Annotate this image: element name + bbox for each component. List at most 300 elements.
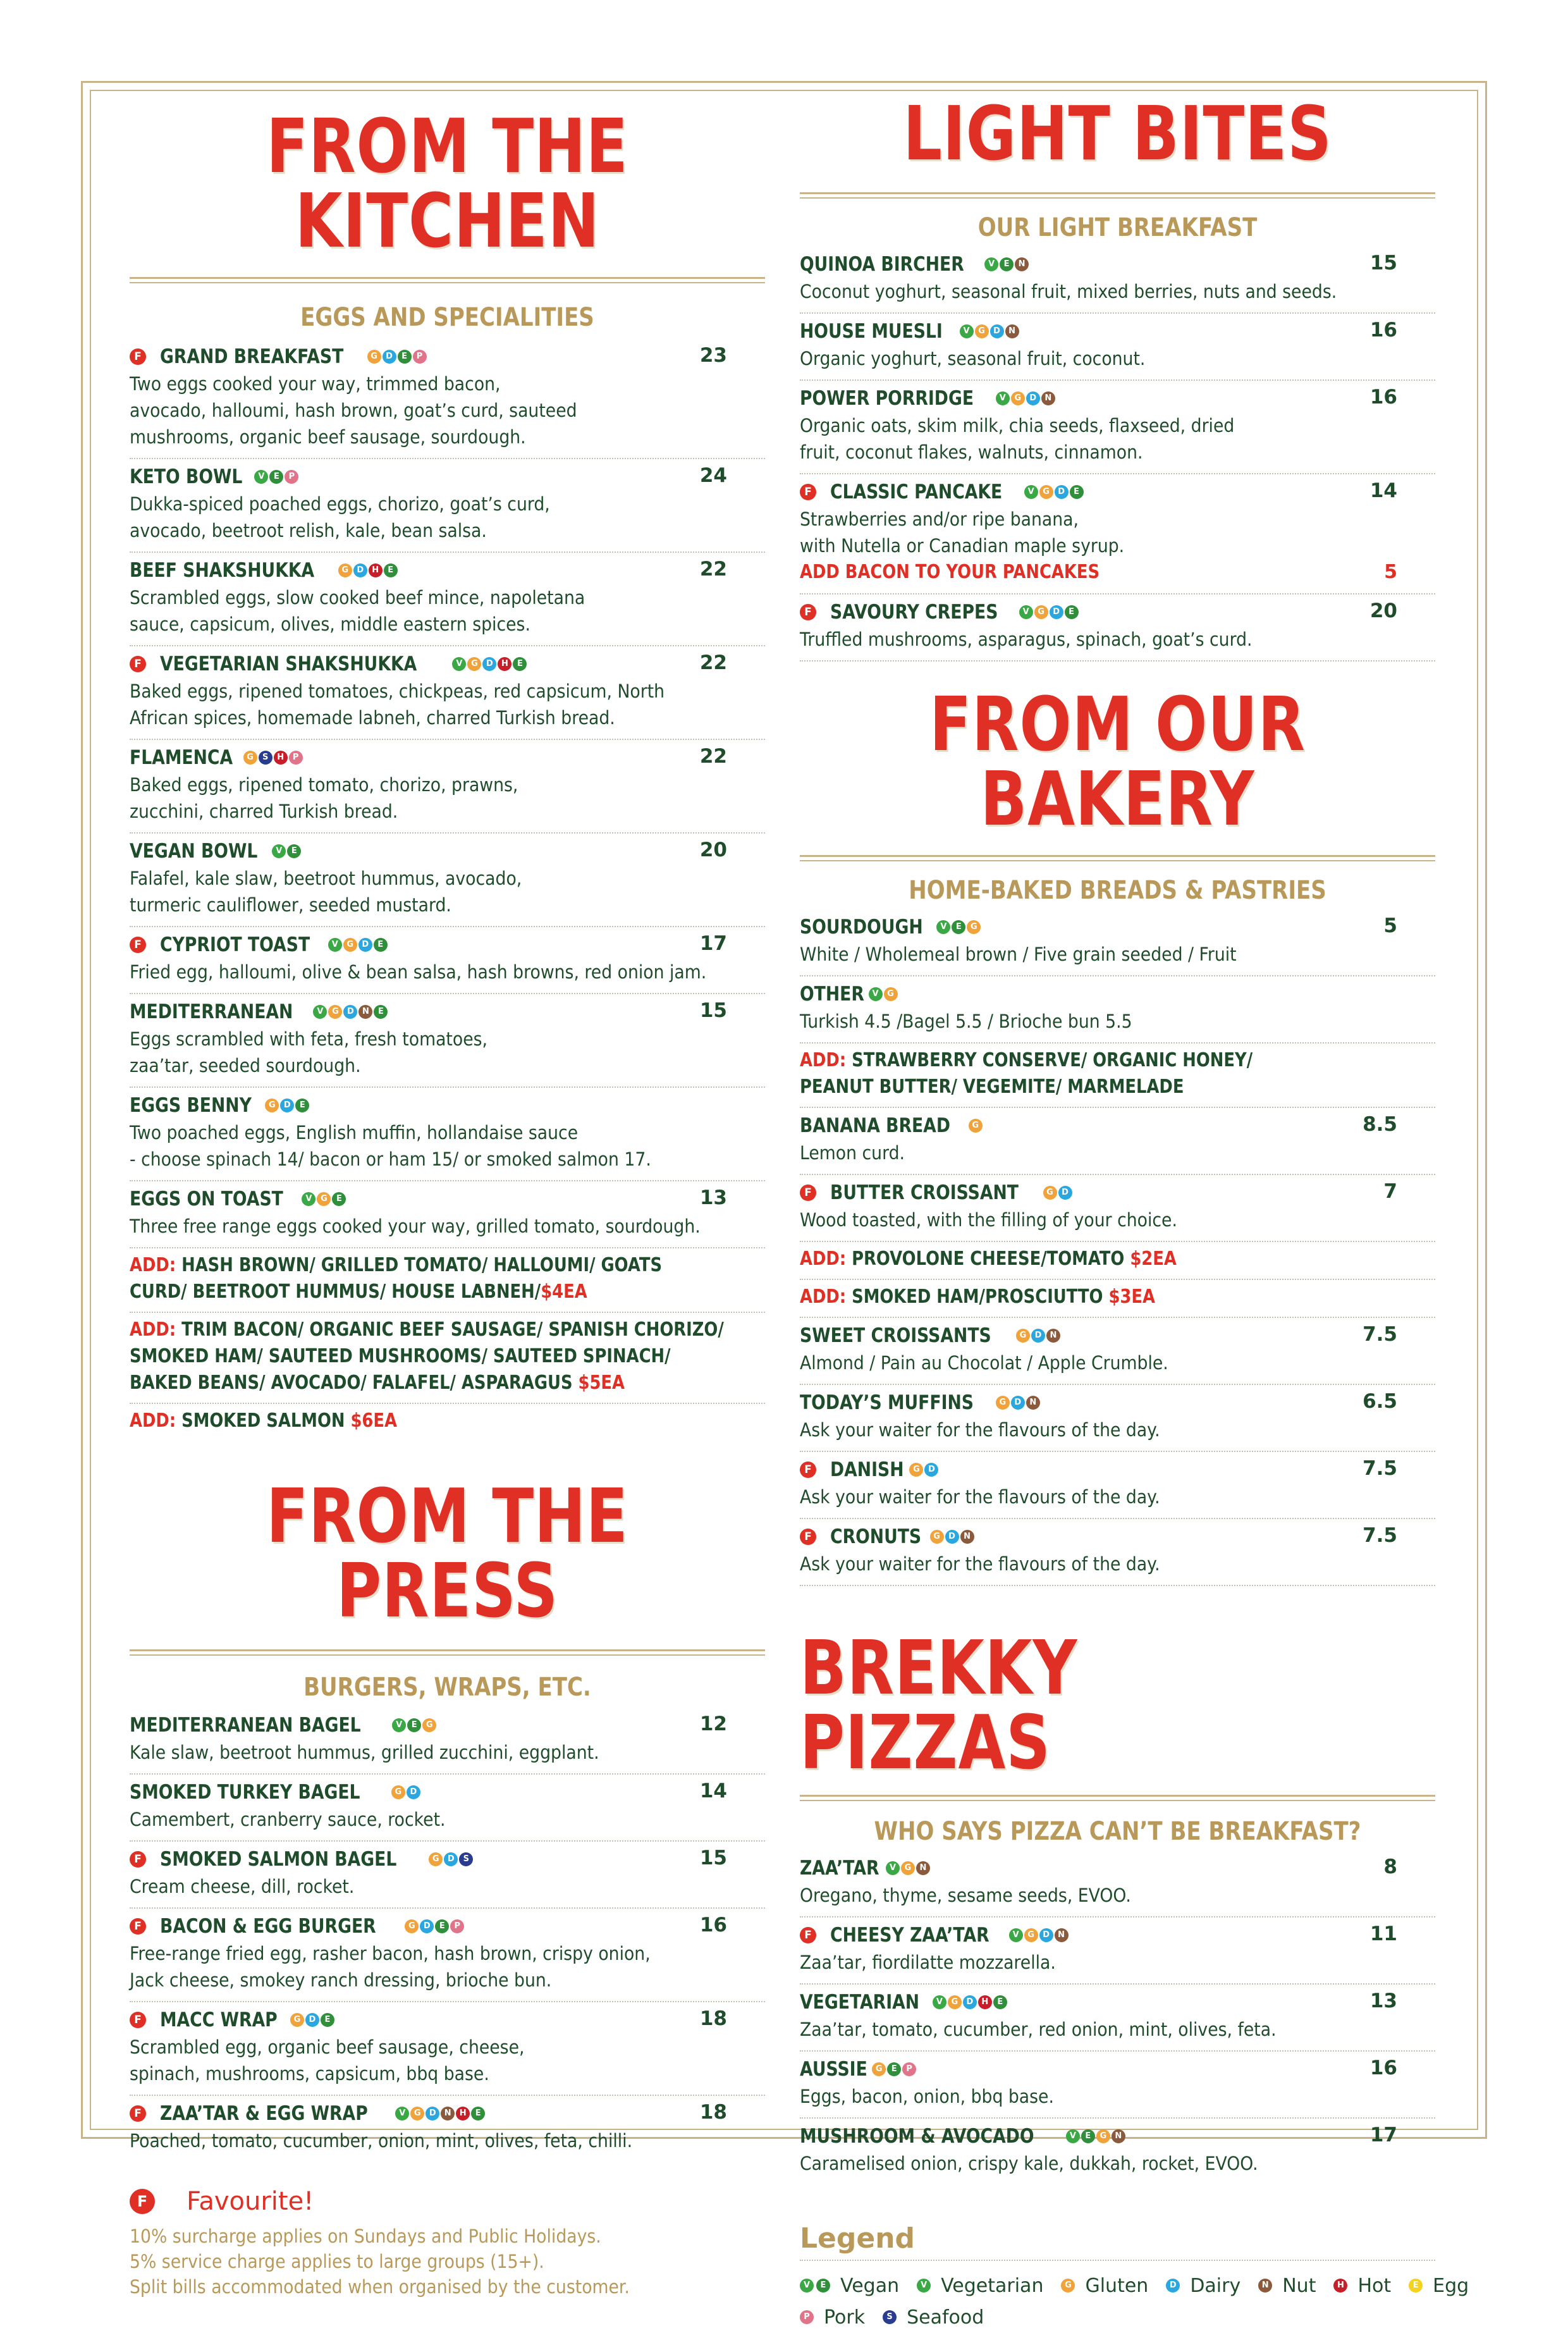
- menu-item-description: Eggs scrambled with feta, fresh tomatoes, zaa’tar, seeded sourdough.: [130, 1028, 488, 1076]
- legend-label: Egg: [1433, 2274, 1469, 2297]
- menu-item-description: Coconut yoghurt, seasonal fruit, mixed berries, nuts and seeds.: [800, 281, 1337, 302]
- menu-item-price: 15: [699, 1847, 727, 1869]
- menu-item-header: [800, 1112, 1435, 1140]
- menu-item-description: Almond / Pain au Chocolat / Apple Crumble.: [800, 1352, 1168, 1374]
- menu-item-header: [130, 998, 765, 1026]
- dairy-icon: D: [1055, 485, 1069, 499]
- vegan-e-icon: E: [887, 2062, 901, 2076]
- diet-tags: [933, 1995, 1008, 2009]
- bakery-items: [800, 909, 1435, 1043]
- vegetarian-icon: V: [328, 938, 342, 952]
- vegan-e-icon: E: [332, 1192, 346, 1206]
- gluten-icon: G: [1043, 1186, 1057, 1200]
- menu-item-description: Ask your waiter for the flavours of the day.: [800, 1419, 1160, 1441]
- vegetarian-icon: V: [984, 257, 998, 271]
- add-on-line: [800, 1043, 1435, 1108]
- nut-icon: N: [1258, 2279, 1272, 2293]
- menu-item-description: Camembert, cranberry sauce, rocket.: [130, 1809, 446, 1830]
- menu-item: [130, 1708, 765, 1775]
- gluten-icon: G: [1016, 1329, 1030, 1343]
- dairy-icon: D: [353, 563, 367, 577]
- menu-item-header: [800, 1921, 1435, 1949]
- menu-item-price: 23: [699, 344, 727, 367]
- nut-icon: N: [1055, 1928, 1069, 1942]
- diet-tags: [338, 563, 399, 577]
- menu-item: [800, 314, 1435, 381]
- dairy-icon: D: [383, 350, 396, 364]
- gluten-icon: G: [391, 1785, 405, 1799]
- legend-entry: [1409, 2275, 1469, 2297]
- legend-entry: [883, 2306, 984, 2329]
- legend-entry: [800, 2306, 865, 2329]
- favourite-icon: F: [800, 1185, 816, 1201]
- gluten-icon: G: [1024, 1928, 1038, 1942]
- pork-icon: P: [413, 350, 427, 364]
- menu-item-name: MACC WRAP: [160, 2009, 278, 2031]
- menu-item-header: [800, 385, 1435, 412]
- diet-tags: [1019, 605, 1080, 619]
- diet-tags: [869, 987, 899, 1001]
- menu-item-name: POWER PORRIDGE: [800, 387, 974, 410]
- dairy-icon: D: [426, 2107, 439, 2121]
- gluten-icon: G: [243, 751, 257, 765]
- menu-item-price: 8.5: [1363, 1113, 1397, 1136]
- menu-item-name: ZAA’TAR & EGG WRAP: [160, 2102, 368, 2125]
- nut-icon: N: [1046, 1329, 1060, 1343]
- menu-item-header: [800, 1456, 1435, 1484]
- menu-item: [130, 553, 765, 646]
- kitchen-addons: [130, 1248, 765, 1441]
- pork-icon: P: [800, 2310, 814, 2324]
- menu-item-description: Baked eggs, ripened tomato, chorizo, prawns, zucchini, charred Turkish bread.: [130, 774, 518, 822]
- menu-item-name: CHEESY ZAA’TAR: [830, 1924, 989, 1947]
- bakery-addon: [800, 1242, 1435, 1280]
- legend-entry: [1061, 2275, 1148, 2297]
- vegan-e-icon: E: [471, 2107, 485, 2121]
- menu-item: [800, 2119, 1435, 2184]
- menu-item-name: QUINOA BIRCHER: [800, 253, 964, 276]
- menu-item: [800, 909, 1435, 976]
- diet-tags: [1024, 485, 1085, 499]
- menu-item: [130, 927, 765, 994]
- legend-row: [800, 2301, 1435, 2333]
- menu-item-header: [130, 744, 765, 772]
- menu-item-header: [130, 1185, 765, 1213]
- note-line: 5% service charge applies to large groups (15+).: [130, 2251, 544, 2272]
- legend-entry: [1166, 2275, 1240, 2297]
- vegan-e-icon: E: [287, 844, 301, 858]
- menu-item-price: 16: [1369, 386, 1397, 409]
- menu-item-description: Free-range fried egg, rasher bacon, hash brown, crispy onion, Jack cheese, smokey ranch dressing, brioche bun.: [130, 1943, 651, 1991]
- pizzas-title: BREKKY PIZZAS: [800, 1624, 1078, 1786]
- menu-item: [130, 339, 765, 459]
- menu-item-header: [130, 1092, 765, 1119]
- vegan-e-icon: E: [269, 470, 283, 484]
- dairy-icon: D: [1058, 1186, 1072, 1200]
- gluten-icon: G: [467, 657, 481, 671]
- favourite-icon: F: [130, 2189, 155, 2214]
- add-on-text: HASH BROWN/ GRILLED TOMATO/ HALLOUMI/ GOATS CURD/ BEETROOT HUMMUS/ HOUSE LABNEH/: [130, 1254, 663, 1303]
- menu-item-header: [800, 1523, 1435, 1551]
- vegetarian-icon: V: [1009, 1928, 1023, 1942]
- menu-item-price: 13: [699, 1186, 727, 1209]
- divider: [800, 1795, 1435, 1801]
- favourite-icon: F: [130, 1851, 146, 1868]
- menu-item-description: Kale slaw, beetroot hummus, grilled zucchini, eggplant.: [130, 1742, 599, 1763]
- dairy-icon: D: [358, 938, 372, 952]
- menu-item: [130, 1775, 765, 1842]
- vegan-e-icon: E: [816, 2279, 830, 2293]
- add-on-line: [800, 1242, 1435, 1280]
- menu-item-name: FLAMENCA: [130, 746, 233, 769]
- hot-icon: H: [456, 2107, 470, 2121]
- menu-item-description: Wood toasted, with the filling of your choice.: [800, 1209, 1177, 1231]
- menu-item-description: Fried egg, halloumi, olive & bean salsa, hash browns, red onion jam.: [130, 961, 707, 983]
- diet-tags: [328, 938, 389, 952]
- menu-item-price: 7.5: [1363, 1457, 1397, 1480]
- add-on-content: [130, 1408, 755, 1434]
- dairy-icon: D: [924, 1463, 938, 1477]
- menu-item-header: [800, 478, 1435, 506]
- nut-icon: N: [1026, 1396, 1040, 1410]
- add-on-text: STRAWBERRY CONSERVE/ ORGANIC HONEY/ PEANUT BUTTER/ VEGEMITE/ MARMELADE: [800, 1049, 1253, 1098]
- gluten-icon: G: [1039, 485, 1053, 499]
- hot-icon: H: [1333, 2279, 1347, 2293]
- diet-tags: [391, 1785, 422, 1799]
- gluten-icon: G: [328, 1005, 342, 1019]
- divider: [130, 277, 765, 283]
- favourite-icon: F: [800, 1529, 816, 1545]
- menu-item-header: [800, 2122, 1435, 2150]
- menu-item-name: SOURDOUGH: [800, 916, 923, 939]
- favourite-icon: F: [130, 937, 146, 953]
- diet-tags: [290, 2013, 336, 2027]
- legend-label: Vegan: [840, 2274, 900, 2297]
- gluten-icon: G: [265, 1099, 279, 1112]
- bakery-subtitle: HOME-BAKED BREADS & PASTRIES: [909, 876, 1326, 905]
- menu-item-name: VEGETARIAN: [800, 1991, 920, 2014]
- menu-item-price: 18: [699, 2101, 727, 2124]
- menu-item-price: 8: [1383, 1856, 1397, 1878]
- gluten-icon: G: [901, 1861, 915, 1875]
- menu-item-description: Ask your waiter for the flavours of the day.: [800, 1553, 1160, 1575]
- press-items: [130, 1708, 765, 2162]
- menu-item-description: Cream cheese, dill, rocket.: [130, 1876, 355, 1897]
- menu-item-description: Zaa’tar, tomato, cucumber, red onion, mint, olives, feta.: [800, 2019, 1277, 2040]
- menu-item-description: Two poached eggs, English muffin, hollandaise sauce - choose spinach 14/ bacon or ham 15/ or smoked salmon 17.: [130, 1122, 651, 1170]
- add-on-content: [800, 1246, 1425, 1272]
- add-on-content: [130, 1252, 755, 1305]
- diet-tags: [313, 1005, 389, 1019]
- light-title: LIGHT BITES: [903, 90, 1332, 177]
- gluten-icon: G: [975, 324, 989, 338]
- diet-tags: [243, 751, 304, 765]
- legend-row: [800, 2270, 1469, 2301]
- nut-icon: N: [960, 1530, 974, 1544]
- menu-item-name: VEGETARIAN SHAKSHUKKA: [160, 653, 417, 675]
- menu-item: [800, 594, 1435, 662]
- menu-item-price: 7.5: [1363, 1524, 1397, 1547]
- add-on-text: PROVOLONE CHEESE/TOMATO: [846, 1248, 1130, 1270]
- menu-item-price: 22: [699, 651, 727, 674]
- gluten-icon: G: [367, 350, 381, 364]
- gluten-icon: G: [909, 1463, 923, 1477]
- diet-tags: [996, 1396, 1041, 1410]
- gluten-icon: G: [930, 1530, 944, 1544]
- menu-item: [800, 1175, 1435, 1242]
- pork-icon: P: [285, 470, 298, 484]
- add-on-text: SMOKED SALMON: [176, 1410, 351, 1432]
- menu-item-header: [130, 650, 765, 678]
- diet-tags: [1043, 1186, 1074, 1200]
- pork-icon: P: [289, 751, 303, 765]
- menu-item-name: BACON & EGG BURGER: [160, 1915, 376, 1938]
- diet-tags: [272, 844, 302, 858]
- diet-tags: [1016, 1329, 1062, 1343]
- menu-item: [800, 1108, 1435, 1175]
- menu-item-price: 11: [1369, 1923, 1397, 1945]
- pork-icon: P: [902, 2062, 916, 2076]
- add-on-price: $6EA: [350, 1410, 397, 1432]
- add-on-label: ADD:: [800, 1248, 847, 1270]
- light-subtitle: OUR LIGHT BREAKFAST: [977, 213, 1258, 242]
- favourite-icon: F: [130, 2105, 146, 2122]
- menu-item-name: MEDITERRANEAN: [130, 1000, 293, 1023]
- add-on-text: TRIM BACON/ ORGANIC BEEF SAUSAGE/ SPANISH CHORIZO/ SMOKED HAM/ SAUTEED MUSHROOMS/ SAUTEED SPINACH/ BAKED BEANS/ AVOCADO/ FALAFEL/ ASPARAGUS: [130, 1319, 724, 1394]
- menu-item-price: 18: [699, 2007, 727, 2030]
- press-title: FROM THE PRESS: [266, 1472, 628, 1634]
- menu-item-price: 20: [1369, 600, 1397, 622]
- menu-item-description: White / Wholemeal brown / Five grain seeded / Fruit: [800, 944, 1237, 965]
- menu-item-price: 7: [1383, 1180, 1397, 1203]
- menu-item-price: 15: [699, 999, 727, 1022]
- menu-item-description: Scrambled eggs, slow cooked beef mince, napoletana sauce, capsicum, olives, middle eastern spices.: [130, 587, 585, 635]
- diet-tags: [265, 1099, 310, 1112]
- menu-item-price: 7.5: [1363, 1323, 1397, 1346]
- menu-item-header: [130, 463, 765, 491]
- nut-icon: N: [1041, 391, 1055, 405]
- vegetarian-icon: V: [960, 324, 974, 338]
- vegan-e-icon: E: [1065, 605, 1079, 619]
- vegan-e-icon: E: [398, 350, 412, 364]
- menu-item: [130, 834, 765, 927]
- menu-item-description: Two eggs cooked your way, trimmed bacon, avocado, halloumi, hash brown, goat’s curd, sauteed mushrooms, organic beef sausage, sourdough.: [130, 373, 577, 448]
- vegan-e-icon: E: [374, 938, 388, 952]
- nut-icon: N: [1005, 324, 1019, 338]
- diet-tags: [960, 324, 1020, 338]
- gluten-icon: G: [996, 1396, 1010, 1410]
- menu-item-name: CYPRIOT TOAST: [160, 933, 310, 956]
- menu-item-name: KETO BOWL: [130, 465, 243, 488]
- bakery-items: [800, 1318, 1435, 1586]
- menu-item-header: [130, 343, 765, 371]
- dairy-icon: D: [963, 1995, 977, 2009]
- menu-item-name: CLASSIC PANCAKE: [830, 481, 1003, 503]
- menu-item-price: 17: [1369, 2124, 1397, 2146]
- vegetarian-icon: V: [1019, 605, 1033, 619]
- gluten-icon: G: [1061, 2279, 1075, 2293]
- menu-item-header: [800, 1322, 1435, 1350]
- diet-tags: [872, 2062, 917, 2076]
- menu-item: [130, 740, 765, 834]
- nut-icon: N: [358, 1005, 372, 1019]
- diet-tags: [429, 1852, 474, 1866]
- diet-tags: [1009, 1928, 1070, 1942]
- menu-item-name: AUSSIE: [800, 2058, 867, 2081]
- menu-item: [130, 1181, 765, 1248]
- vegetarian-icon: V: [272, 844, 286, 858]
- legend-label: Seafood: [907, 2306, 984, 2329]
- add-on-label: ADD:: [130, 1319, 176, 1341]
- legend-entry: [1258, 2275, 1316, 2297]
- vegan-e-icon: E: [1070, 485, 1084, 499]
- menu-item-name: EGGS BENNY: [130, 1094, 252, 1117]
- favourite-icon: F: [130, 1918, 146, 1935]
- dairy-icon: D: [305, 2013, 319, 2027]
- left-column: [130, 90, 765, 2299]
- vegetarian-icon: V: [392, 1718, 406, 1732]
- menu-item-price: 5: [1383, 914, 1397, 937]
- diet-tags: [367, 350, 428, 364]
- dairy-icon: D: [1011, 1396, 1025, 1410]
- pancake-addon-text: ADD BACON TO YOUR PANCAKES: [800, 561, 1100, 583]
- menu-item-name: SAVOURY CREPES: [830, 601, 998, 624]
- menu-item-price: 14: [699, 1780, 727, 1802]
- dairy-icon: D: [420, 1919, 434, 1933]
- divider: [800, 855, 1435, 861]
- pork-icon: P: [450, 1919, 464, 1933]
- menu-item-header: [800, 2055, 1435, 2083]
- menu-item: [800, 1452, 1435, 1519]
- dairy-icon: D: [280, 1099, 294, 1112]
- add-on-price: $2EA: [1130, 1248, 1177, 1270]
- diet-tags: [996, 391, 1057, 405]
- favourite-key: [130, 2187, 765, 2216]
- dairy-icon: D: [1166, 2279, 1180, 2293]
- add-on-label: ADD:: [130, 1254, 176, 1276]
- menu-item-description: Organic yoghurt, seasonal fruit, coconut.: [800, 348, 1146, 369]
- dairy-icon: D: [1039, 1928, 1053, 1942]
- menu-item-price: 17: [699, 932, 727, 955]
- menu-item: [130, 2002, 765, 2096]
- gluten-icon: G: [343, 938, 357, 952]
- vegetarian-icon: V: [800, 2279, 814, 2293]
- favourite-icon: F: [800, 604, 816, 620]
- menu-item-header: [800, 980, 1435, 1008]
- menu-item: [130, 646, 765, 740]
- hot-icon: H: [369, 563, 383, 577]
- seafood-icon: S: [883, 2310, 897, 2324]
- favourite-icon: F: [800, 1927, 816, 1943]
- dairy-icon: D: [1050, 605, 1063, 619]
- menu-item: [800, 1850, 1435, 1917]
- vegetarian-icon: V: [395, 2107, 409, 2121]
- vegan-e-icon: E: [513, 657, 527, 671]
- add-on-label: ADD:: [800, 1049, 847, 1071]
- gluten-icon: G: [422, 1718, 436, 1732]
- menu-item-price: 6.5: [1363, 1390, 1397, 1413]
- dairy-icon: D: [482, 657, 496, 671]
- hot-icon: H: [274, 751, 288, 765]
- footer-notes: [130, 2224, 769, 2299]
- menu-item-header: [130, 1845, 765, 1873]
- hot-icon: H: [978, 1995, 992, 2009]
- vegetarian-icon: V: [936, 920, 950, 934]
- dairy-icon: D: [990, 324, 1004, 338]
- diet-tags: [984, 257, 1030, 271]
- note-line: Split bills accommodated when organised by the customer.: [130, 2276, 630, 2298]
- add-on-line: [800, 1280, 1435, 1318]
- menu-item: [800, 381, 1435, 474]
- favourite-icon: F: [130, 656, 146, 672]
- vegan-e-icon: E: [1081, 2129, 1095, 2143]
- legend-label: Nut: [1282, 2274, 1316, 2297]
- gluten-icon: G: [429, 1852, 443, 1866]
- favourite-icon: F: [800, 1462, 816, 1478]
- bakery-items: [800, 1108, 1435, 1242]
- vegetarian-icon: V: [996, 391, 1010, 405]
- legend-label: Hot: [1357, 2274, 1392, 2297]
- add-on-line: [130, 1248, 765, 1313]
- gluten-icon: G: [872, 2062, 886, 2076]
- menu-item: [800, 1519, 1435, 1586]
- add-on-label: ADD:: [800, 1286, 847, 1308]
- vegan-e-icon: E: [993, 1995, 1007, 2009]
- menu-item: [130, 994, 765, 1088]
- pancake-addon-price: 5: [1384, 561, 1397, 583]
- menu-item: [130, 459, 765, 553]
- dairy-icon: D: [343, 1005, 357, 1019]
- menu-item-price: 16: [699, 1914, 727, 1936]
- menu-item-description: Scrambled egg, organic beef sausage, cheese, spinach, mushrooms, capsicum, bbq base.: [130, 2036, 525, 2084]
- kitchen-subtitle: EGGS AND SPECIALITIES: [300, 303, 594, 332]
- menu-item: [130, 2096, 765, 2162]
- menu-item-header: [130, 2100, 765, 2127]
- pizza-items: [800, 1850, 1435, 2184]
- menu-item-header: [800, 1179, 1435, 1207]
- menu-item: [800, 976, 1435, 1043]
- bakery-addon: [800, 1043, 1435, 1108]
- menu-item-header: [800, 317, 1435, 345]
- menu-item-price: 20: [699, 839, 727, 861]
- add-on-line: [130, 1404, 765, 1441]
- nut-icon: N: [916, 1861, 930, 1875]
- vegan-e-icon: E: [1000, 257, 1014, 271]
- menu-item-description: Zaa’tar, fiordilatte mozzarella.: [800, 1952, 1056, 1973]
- legend-label: Pork: [824, 2306, 866, 2329]
- menu-item-header: [800, 1389, 1435, 1417]
- hot-icon: H: [498, 657, 511, 671]
- menu-item-description: Eggs, bacon, onion, bbq base.: [800, 2086, 1054, 2107]
- menu-item-header: [800, 598, 1435, 626]
- menu-item-name: CRONUTS: [830, 1525, 922, 1548]
- menu-item: [800, 1985, 1435, 2052]
- diet-tags: [254, 470, 300, 484]
- dairy-icon: D: [444, 1852, 458, 1866]
- menu-item: [130, 1842, 765, 1909]
- gluten-icon: G: [948, 1995, 962, 2009]
- bakery-title: FROM OUR BAKERY: [929, 680, 1306, 842]
- menu-item-description: Strawberries and/or ripe banana, with Nutella or Canadian maple syrup.: [800, 508, 1125, 557]
- menu-item: [800, 1318, 1435, 1385]
- menu-item-name: EGGS ON TOAST: [130, 1188, 283, 1210]
- seafood-icon: S: [459, 1852, 473, 1866]
- kitchen-items: [130, 339, 765, 1248]
- diet-tags: [392, 1718, 438, 1732]
- menu-item-name: SMOKED SALMON BAGEL: [160, 1848, 397, 1871]
- menu-item: [800, 247, 1435, 314]
- menu-item-description: Dukka-spiced poached eggs, chorizo, goat’s curd, avocado, beetroot relish, kale, bean salsa.: [130, 493, 550, 541]
